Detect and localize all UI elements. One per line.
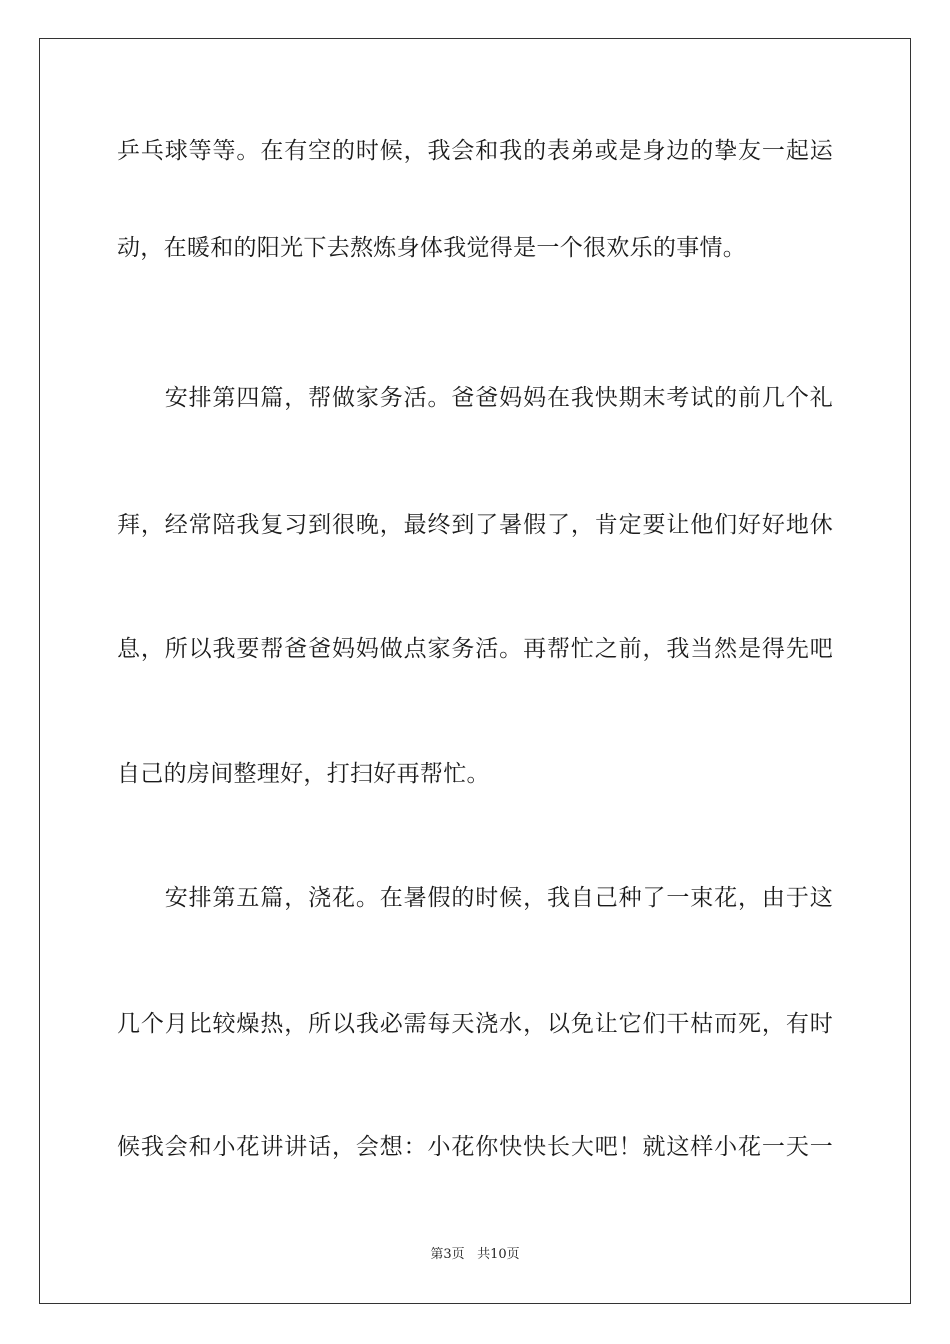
paragraph-line-8: 几个月比较燥热，所以我必需每天浇水，以免让它们干枯而死，有时 [117, 1011, 833, 1037]
paragraph-line-5: 息，所以我要帮爸爸妈妈做点家务活。再帮忙之前，我当然是得先吧 [117, 636, 833, 662]
page-footer [0, 1246, 950, 1264]
paragraph-line-1: 乒乓球等等。在有空的时候，我会和我的表弟或是身边的挚友一起运 [117, 138, 833, 164]
paragraph-line-6: 自己的房间整理好，打扫好再帮忙。 [117, 761, 490, 787]
paragraph-line-9: 候我会和小花讲讲话，会想：小花你快快长大吧！就这样小花一天一 [117, 1134, 833, 1160]
page-total: 共10页 [477, 1247, 520, 1262]
page-number: 第3页 [430, 1247, 465, 1262]
page-border [39, 38, 911, 1304]
paragraph-line-4: 拜，经常陪我复习到很晚，最终到了暑假了，肯定要让他们好好地休 [117, 512, 833, 538]
paragraph-line-2: 动，在暖和的阳光下去熬炼身体我觉得是一个很欢乐的事情。 [117, 235, 747, 261]
paragraph-line-7: 安排第五篇，浇花。在暑假的时候，我自己种了一束花，由于这 [117, 885, 833, 911]
paragraph-line-3: 安排第四篇，帮做家务活。爸爸妈妈在我快期末考试的前几个礼 [117, 385, 833, 411]
